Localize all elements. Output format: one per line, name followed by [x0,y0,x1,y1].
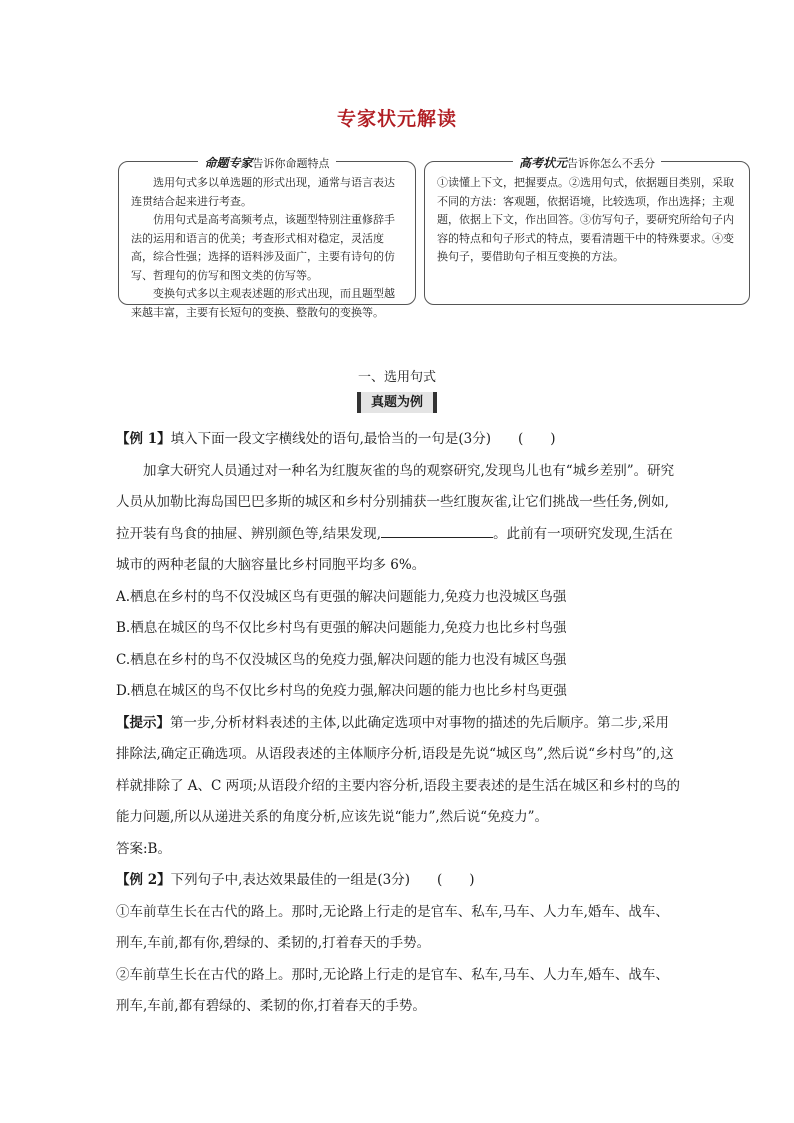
example-tag: 真题为例 [357,392,437,413]
example2-question-line [116,865,682,897]
page-title: 专家状元解读 [336,108,457,130]
expert-box-header [119,152,415,173]
answer-blank [381,523,493,538]
option-b: B.栖息在城区的鸟不仅比乡村鸟有更强的解决问题能力,免疫力也比乡村鸟强 [116,620,567,636]
answer-line: 答案:B。 [116,840,171,857]
main-content [116,424,682,1023]
scholar-text: ①读懂上下文，把握要点。②选用句式，依据题目类别，采取不同的方法：客观题，依据语境，比较选项，作出选择；主观题，依据上下文，作出回答。③仿写句子，要研究所给句子内容的特点和句子形式的特点，要看清题干中的特殊要求。④变换句子，要借助句子相互变换的方法。 [437,176,734,263]
expert-paragraph: 仿用句式是高考高频考点，该题型特别注重修辞手法的运用和语言的优美；考查形式相对稳定，灵活度高，综合性强；选择的语料涉及面广，主要有诗句的仿写、哲理句的仿写和图文类的仿写等。 [131,213,395,282]
example1-passage [116,456,682,582]
example2-label: 【例 2】 [116,872,171,888]
example1-passage-a: 加拿大研究人员通过对一种名为红腹灰雀的鸟的观察研究,发现鸟儿也有“城乡差别”。研究人员从加勒比海岛国巴巴多斯的城区和乡村分别捕获一些红腹灰雀,让它们挑战一些任务,例如,拉开装有鸟食的抽屉、辨别颜色等,结果发现, [116,462,675,542]
expert-paragraph: 变换句式多以主观表述题的形式出现，而且题型越来越丰富，主要有长短句的变换、整散句的变换等。 [131,287,395,319]
scholar-header-em: 高考状元 [518,156,567,170]
hint-text: 第一步,分析材料表述的主体,以此确定选项中对事物的描述的先后顺序。第二步,采用排除法,确定正确选项。从语段表述的主体顺序分析,语段是先说“城区鸟”,然后说“乡村鸟”的,这样就排除了 A、C 两项;从语段介绍的主要内容分析,语段主要表述的是生活在城区和乡村的鸟的能力问题,所以从递进关系的角度分析,应该先说“能力”,然后说“免疫力”。 [116,714,680,825]
example1-question-line [116,424,682,456]
expert-paragraph: 选用句式多以单选题的形式出现，通常与语言表达连贯结合起来进行考查。 [131,176,395,208]
option-d: D.栖息在城区的鸟不仅比乡村鸟的免疫力强,解决问题的能力也比乡村鸟更强 [116,683,567,699]
example2-question: 下列句子中,表达效果最佳的一组是(3分) ( ) [170,872,475,888]
option-a: A.栖息在乡村的鸟不仅没城区鸟有更强的解决问题能力,免疫力也没城区鸟强 [116,588,567,605]
scholar-box [424,156,750,305]
scholar-box-header [425,152,749,173]
hint-paragraph [116,708,682,834]
section-title: 一、选用句式 [357,370,436,385]
example2-item-2: ②车前草生长在古代的路上。那时,无论路上行走的是官车、私车,马车、人力车,婚车、战车、刑车,车前,都有碧绿的、柔韧的你,打着春天的手势。 [116,966,669,1014]
scholar-header-rest: 告诉你怎么不丢分 [567,157,655,170]
hint-label: 【提示】 [116,714,170,731]
example2-item-1: ①车前草生长在古代的路上。那时,无论路上行走的是官车、私车,马车、人力车,婚车、战车、刑车,车前,都有你,碧绿的、柔韧的,打着春天的手势。 [116,903,669,951]
example1-question: 填入下面一段文字横线处的语句,最恰当的一句是(3分) ( ) [170,431,556,447]
option-c: C.栖息在乡村的鸟不仅没城区鸟的免疫力强,解决问题的能力也没有城区鸟强 [116,651,567,668]
example1-label: 【例 1】 [116,431,171,447]
expert-header-rest: 告诉你命题特点 [252,157,330,170]
example1-passage-b: 。此前有一项研究发现,生活在城市的两种老鼠的大脑容量比乡村同胞平均多 6%。 [116,525,673,573]
expert-box [118,156,416,319]
expert-header-em: 命题专家 [204,156,253,170]
